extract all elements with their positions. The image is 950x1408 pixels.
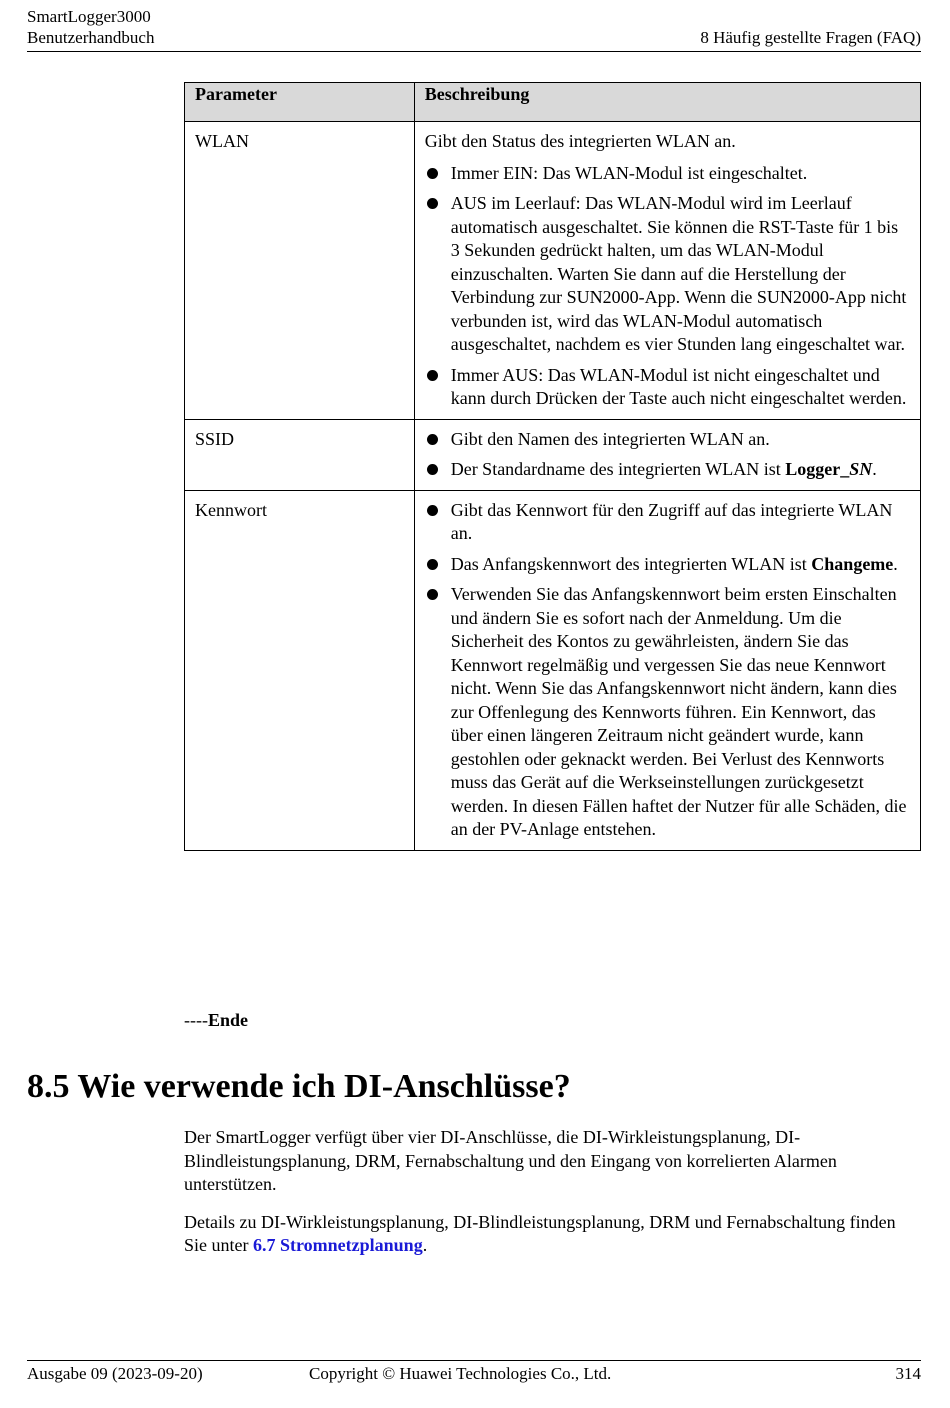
param-description — [414, 490, 920, 850]
param-name: SSID — [185, 419, 415, 490]
list-item: Der Standardname des integrierten WLAN ist Logger_SN. — [425, 458, 910, 482]
section-title: 8.5 Wie verwende ich DI-Anschlüsse? — [27, 1068, 571, 1105]
copyright-notice: Copyright © Huawei Technologies Co., Ltd. — [309, 1364, 612, 1383]
default-password: Changeme — [811, 553, 894, 574]
end-marker: ----Ende — [184, 1010, 249, 1030]
column-header-description: Beschreibung — [414, 83, 920, 122]
bullet-dot-icon — [427, 370, 438, 381]
default-ssid: Logger_SN — [785, 459, 873, 479]
list-item: Immer EIN: Das WLAN-Modul ist eingeschaltet. — [425, 162, 910, 186]
bullet-dot-icon — [427, 198, 438, 209]
section-body — [184, 1126, 914, 1272]
list-item: Gibt das Kennwort für den Zugriff auf das integrierte WLAN an. — [425, 499, 910, 546]
bullet-dot-icon — [427, 559, 438, 570]
table-row-wlan — [185, 122, 921, 420]
page-footer — [27, 1360, 921, 1383]
page-number: 314 — [895, 1364, 921, 1383]
table-header-row — [185, 83, 921, 122]
bullet-list — [425, 428, 910, 482]
edition-info: Ausgabe 09 (2023-09-20) — [27, 1364, 203, 1383]
product-name: SmartLogger3000 — [27, 7, 151, 26]
bullet-dot-icon — [427, 505, 438, 516]
column-header-parameter: Parameter — [185, 83, 415, 122]
bullet-list — [425, 162, 910, 411]
chapter-title: 8 Häufig gestellte Fragen (FAQ) — [700, 28, 921, 47]
param-name: WLAN — [185, 122, 415, 420]
param-description — [414, 122, 920, 420]
description-intro: Gibt den Status des integrierten WLAN an. — [424, 131, 736, 151]
paragraph: Der SmartLogger verfügt über vier DI-Anschlüsse, die DI-Wirkleistungsplanung, DI-Blindleistungsplanung, DRM, Fernabschaltung und den Eingang von korrelierten Alarmen unterstützen. — [184, 1127, 837, 1194]
bullet-dot-icon — [427, 589, 438, 600]
paragraph: Details zu DI-Wirkleistungsplanung, DI-Blindleistungsplanung, DRM und Fernabschaltung finden Sie unter 6.7 Stromnetzplanung. — [184, 1211, 896, 1255]
list-item: Verwenden Sie das Anfangskennwort beim ersten Einschalten und ändern Sie es sofort nach der Anmeldung. Um die Sicherheit des Kontos zu gewährleisten, ändern Sie das Kennwort regelmäßig und vergessen Sie das neue Kennwort nicht. Wenn Sie das Anfangskennwort nicht ändern, kann dies zur Offenlegung des Kennworts führen. Ein Kennwort, das über einen längeren Zeitraum nicht geändert wurde, kann gestohlen oder geknackt werden. Bei Verlust des Kennworts muss das Gerät auf die Werkseinstellungen zurückgesetzt werden. In diesen Fällen haftet der Nutzer für alle Schäden, die an der PV-Anlage entstehen. — [425, 583, 910, 842]
bullet-dot-icon — [427, 464, 438, 475]
header-left — [27, 6, 154, 48]
list-item: Gibt den Namen des integrierten WLAN an. — [425, 428, 910, 452]
param-name: Kennwort — [185, 490, 415, 850]
bullet-dot-icon — [427, 168, 438, 179]
page-header — [27, 6, 921, 52]
list-item: Immer AUS: Das WLAN-Modul ist nicht eingeschaltet und kann durch Drücken der Taste auch nicht eingeschaltet werden. — [425, 364, 910, 411]
stromnetzplanung-link[interactable]: 6.7 Stromnetzplanung — [253, 1235, 423, 1255]
parameter-table — [184, 82, 921, 851]
bullet-list — [425, 499, 910, 842]
document-type: Benutzerhandbuch — [27, 28, 155, 47]
list-item: AUS im Leerlauf: Das WLAN-Modul wird im Leerlauf automatisch ausgeschaltet. Sie können die RST-Taste für 1 bis 3 Sekunden gedrückt halten, um das WLAN-Modul einzuschalten. Warten Sie dann auf die Herstellung der Verbindung zur SUN2000-App. Wenn die SUN2000-App nicht verbunden ist, wird das WLAN-Modul automatisch ausgeschaltet, nachdem es vier Stunden lang eingeschaltet war. — [425, 192, 910, 357]
table-row-kennwort — [185, 490, 921, 850]
list-item: Das Anfangskennwort des integrierten WLAN ist Changeme. — [425, 553, 910, 577]
table-row-ssid — [185, 419, 921, 490]
bullet-dot-icon — [427, 434, 438, 445]
param-description — [414, 419, 920, 490]
